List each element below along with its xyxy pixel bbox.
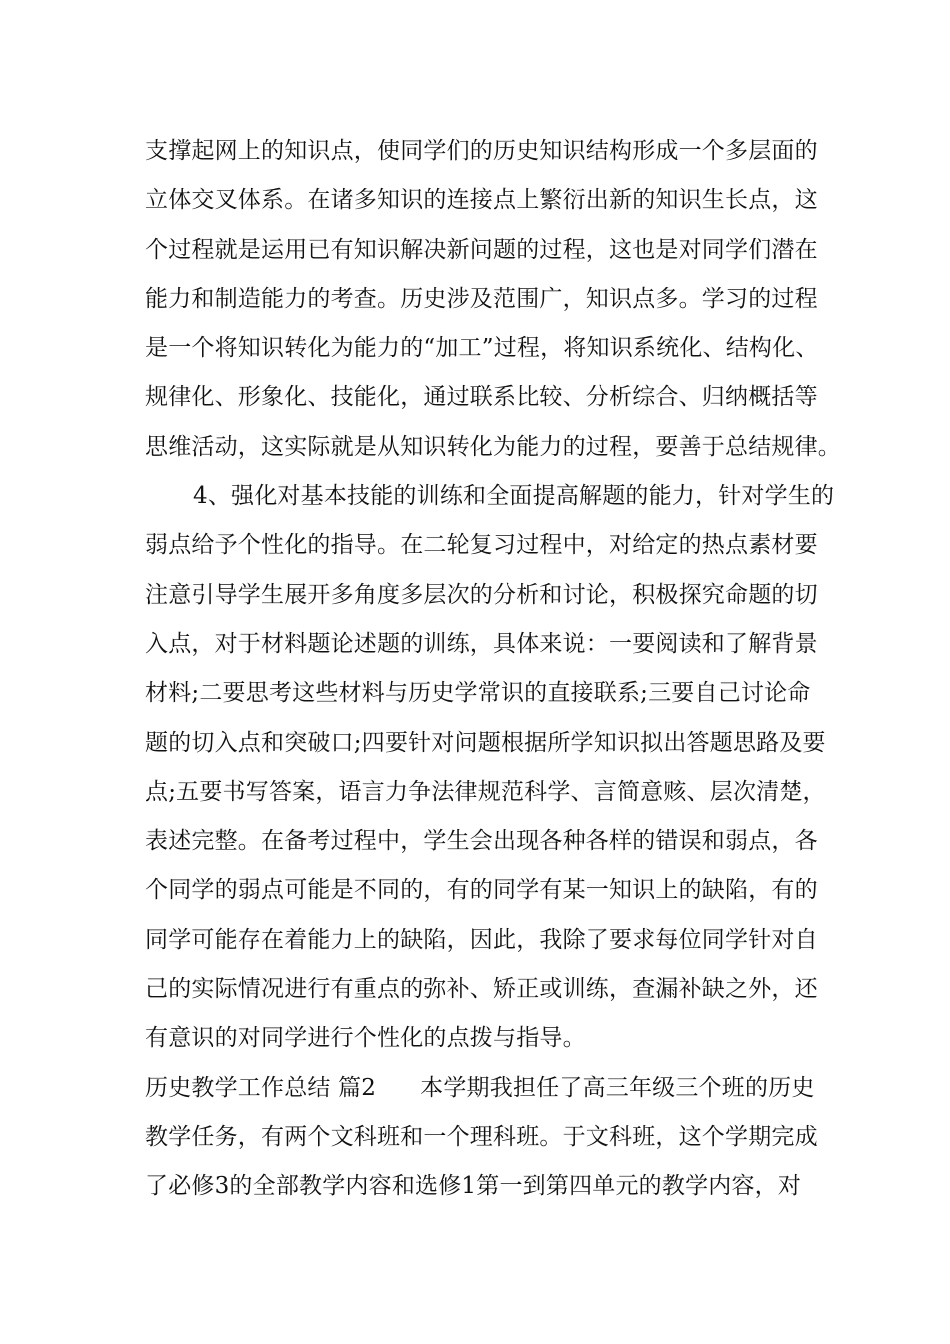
text-line: 点;五要书写答案，语言力争法律规范科学、言简意赅、层次清楚，: [145, 778, 826, 805]
document-body: [145, 133, 841, 1218]
text-line: 规律化、形象化、技能化，通过联系比较、分析综合、归纳概括等: [145, 384, 818, 411]
section-heading-line: [145, 1070, 815, 1119]
section-heading-text: 本学期我担任了高三年级三个班的历史: [420, 1074, 815, 1101]
text-line: 思维活动，这实际就是从知识转化为能力的过程，要善于总结规律。: [145, 433, 841, 460]
text-line: 个同学的弱点可能是不同的，有的同学有某一知识上的缺陷，有的: [145, 877, 818, 904]
text-line: 支撑起网上的知识点，使同学们的历史知识结构形成一个多层面的: [145, 138, 818, 164]
text-line: 是一个将知识转化为能力的“加工”过程，将知识系统化、结构化、: [145, 335, 819, 362]
text-line: 立体交叉体系。在诸多知识的连接点上繁衍出新的知识生长点，这: [145, 187, 818, 214]
text-line: 有意识的对同学进行个性化的点拨与指导。: [145, 1025, 586, 1052]
text-line: 己的实际情况进行有重点的弥补、矫正或训练，查漏补缺之外，还: [145, 976, 818, 1003]
text-line: 注意引导学生展开多角度多层次的分析和讨论，积极探究命题的切: [145, 581, 818, 608]
text-line: 了必修3的全部教学内容和选修1第一到第四单元的教学内容，对: [145, 1173, 802, 1200]
text-line: 表述完整。在备考过程中，学生会出现各种各样的错误和弱点，各: [145, 828, 818, 855]
text-line: 入点，对于材料题论述题的训练，具体来说：一要阅读和了解背景: [145, 630, 818, 657]
text-line: 同学可能存在着能力上的缺陷，因此，我除了要求每位同学针对自: [145, 926, 818, 953]
paragraph-start-line: 4、强化对基本技能的训练和全面提高解题的能力，针对学生的: [193, 483, 835, 510]
section-heading-title: 历史教学工作总结 篇2: [145, 1074, 377, 1101]
text-line: 材料;二要思考这些材料与历史学常识的直接联系;三要自己讨论命: [145, 680, 811, 707]
text-line: 能力和制造能力的考查。历史涉及范围广，知识点多。学习的过程: [145, 285, 818, 312]
text-line: 教学任务，有两个文科班和一个理科班。于文科班，这个学期完成: [145, 1123, 818, 1150]
text-line: 题的切入点和突破口;四要针对问题根据所学知识拟出答题思路及要: [145, 729, 826, 756]
text-line: 弱点给予个性化的指导。在二轮复习过程中，对给定的热点素材要: [145, 532, 818, 559]
text-line: 个过程就是运用已有知识解决新问题的过程，这也是对同学们潜在: [145, 236, 818, 263]
